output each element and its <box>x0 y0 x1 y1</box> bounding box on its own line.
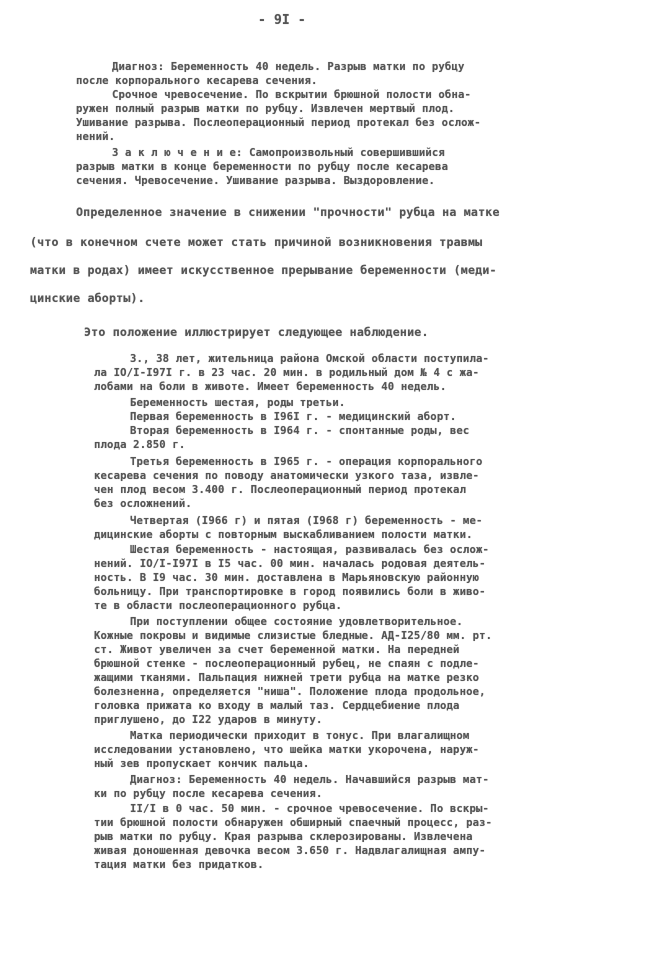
text-line: Кожные покровы и видимые слизистые бледные. АД-I25/80 мм. рт. <box>94 630 493 642</box>
text-line: рыв матки по рубцу. Края разрыва склерозированы. Извлечена <box>94 831 473 843</box>
text-line: ный зев пропускает кончик пальца. <box>94 758 310 770</box>
text-line: Срочное чревосечение. По вскрытии брюшной полости обна- <box>112 89 472 101</box>
text-line: Шестая беременность - настоящая, развивалась без ослож- <box>130 544 490 556</box>
text-line: после корпорального кесарева сечения. <box>76 75 318 87</box>
text-line: сечения. Чревосечение. Ушивание разрыва. Выздоровление. <box>76 175 436 187</box>
text-line: жащими тканями. Пальпация нижней трети рубца на матке резко <box>94 672 480 684</box>
text-line: Вторая беременность в I964 г. - спонтанные роды, вес <box>130 425 470 437</box>
text-line: Диагноз: Беременность 40 недель. Начавшийся разрыв мат- <box>130 774 490 786</box>
text-line: лобами на боли в животе. Имеет беременность 40 недель. <box>94 381 447 393</box>
text-line: брюшной стенке - послеоперационный рубец, не спаян с подле- <box>94 658 480 670</box>
text-line: цинские аборты). <box>30 291 145 305</box>
text-line: Определенное значение в снижении "прочности" рубца на матке <box>76 205 500 219</box>
text-line: Матка периодически приходит в тонус. При влагалищном <box>130 730 470 742</box>
text-line: При поступлении общее состояние удовлетворительное. <box>130 616 463 628</box>
text-line: чен плод весом 3.400 г. Послеоперационный период протекал <box>94 484 467 496</box>
text-line: (что в конечном счете может стать причиной возникновения травмы <box>30 235 483 249</box>
text-line: плода 2.850 г. <box>94 439 186 451</box>
text-line: Это положение иллюстрирует следующее наблюдение. <box>84 325 429 339</box>
text-line: Третья беременность в I965 г. - операция корпорального <box>130 456 483 468</box>
text-line: Четвертая (I966 г) и пятая (I968 г) беременность - ме- <box>130 515 483 527</box>
text-line: тация матки без придатков. <box>94 859 264 871</box>
text-line: болезненна, определяется "ниша". Положение плода продольное, <box>94 686 486 698</box>
text-line: матки в родах) имеет искусственное прерывание беременности (меди- <box>30 263 497 277</box>
text-line: Первая беременность в I96I г. - медицинский аборт. <box>130 411 457 423</box>
text-line: кесарева сечения по поводу анатомически узкого таза, извле- <box>94 470 480 482</box>
text-line: З а к л ю ч е н и е: Самопроизвольный совершившийся <box>112 147 445 159</box>
text-line: без осложнений. <box>94 498 192 510</box>
text-line: живая доношенная девочка весом 3.650 г. Надвлагалищная ампу- <box>94 845 486 857</box>
text-line: дицинские аборты с повторным выскабливанием полости матки. <box>94 529 473 541</box>
text-line: Беременность шестая, роды третьи. <box>130 397 346 409</box>
text-line: Диагноз: Беременность 40 недель. Разрыв матки по рубцу <box>112 61 465 73</box>
text-line: ружен полный разрыв матки по рубцу. Извлечен мертвый плод. <box>76 103 455 115</box>
text-line: II/I в 0 час. 50 мин. - срочное чревосечение. По вскры- <box>130 803 490 815</box>
text-line: нений. <box>76 131 116 143</box>
text-line: ность. В I9 час. 30 мин. доставлена в Марьяновскую районную <box>94 572 480 584</box>
text-line: приглушено, до I22 ударов в минуту. <box>94 714 323 726</box>
text-line: больницу. При транспортировке в город появились боли в живо- <box>94 586 486 598</box>
text-line: разрыв матки в конце беременности по рубцу после кесарева <box>76 161 449 173</box>
text-line: тии брюшной полости обнаружен обширный спаечный процесс, раз- <box>94 817 493 829</box>
text-line: ки по рубцу после кесарева сечения. <box>94 788 323 800</box>
text-line: Ушивание разрыва. Послеоперационный период протекал без ослож- <box>76 117 481 129</box>
page-number: - 9I - <box>258 13 306 28</box>
text-line: головка прижата ко входу в малый таз. Сердцебиение плода <box>94 700 460 712</box>
text-line: ст. Живот увеличен за счет беременной матки. На передней <box>94 644 460 656</box>
text-line: ла IO/I-I97I г. в 23 час. 20 мин. в родильный дом № 4 с жа- <box>94 367 480 379</box>
text-line: те в области послеоперационного рубца. <box>94 600 343 612</box>
text-line: исследовании установлено, что шейка матки укорочена, наруж- <box>94 744 480 756</box>
text-line: нений. IO/I-I97I в I5 час. 00 мин. началась родовая деятель- <box>94 558 486 570</box>
text-line: З., 38 лет, жительница района Омской области поступила- <box>130 353 490 365</box>
